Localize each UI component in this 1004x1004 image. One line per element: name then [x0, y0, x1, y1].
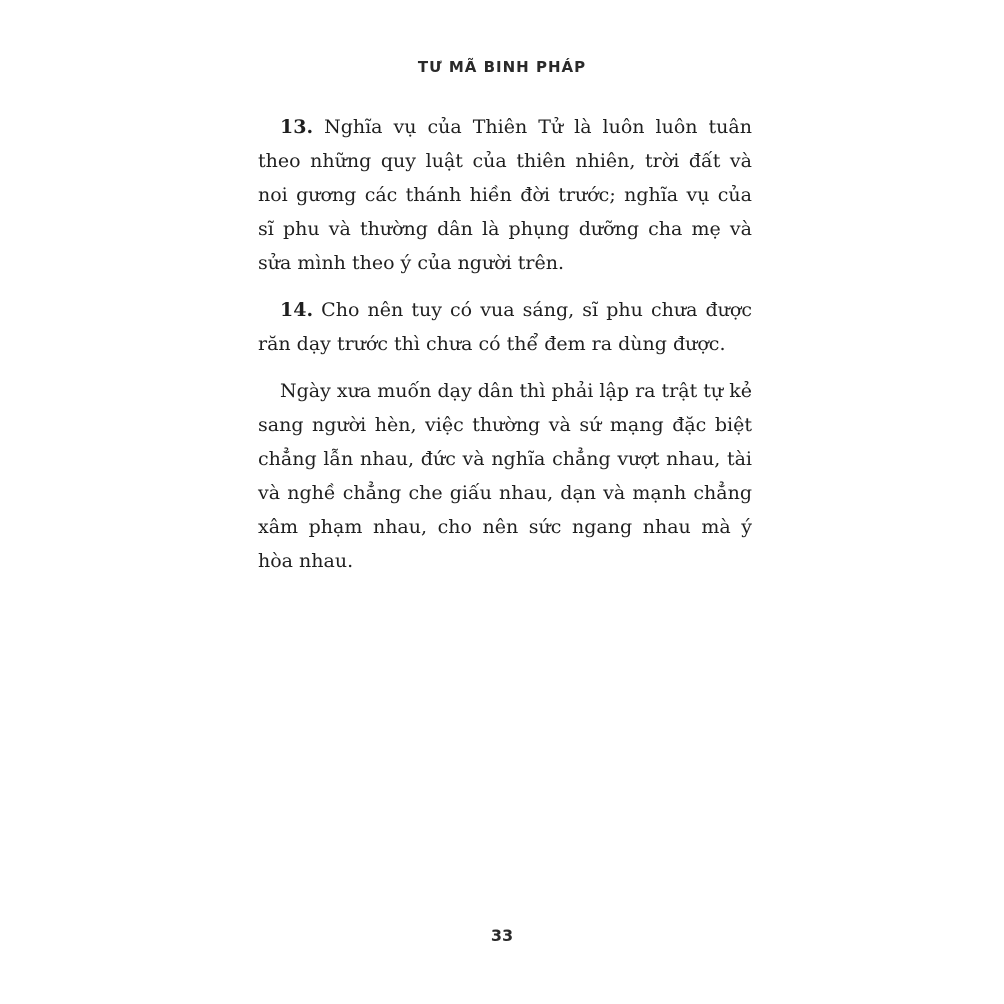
page-body — [258, 110, 752, 591]
paragraph-commentary — [258, 374, 752, 578]
running-header: TƯ MÃ BINH PHÁP — [417, 58, 587, 76]
paragraph-13 — [258, 110, 752, 280]
paragraph-14 — [258, 293, 752, 361]
paragraph-number: 14. — [280, 299, 314, 321]
paragraph-text: Nghĩa vụ của Thiên Tử là luôn luôn tuân theo những quy luật của thiên nhiên, trời đất và noi gương các thánh hiền đời trước; nghĩa vụ của sĩ phu và thường dân là phụng dưỡng cha mẹ và sửa mình theo ý của người trên. — [258, 116, 752, 274]
paragraph-text: Ngày xưa muốn dạy dân thì phải lập ra trật tự kẻ sang người hèn, việc thường và sứ mạng đặc biệt chẳng lẫn nhau, đức và nghĩa chẳng vượt nhau, tài và nghề chẳng che giấu nhau, dạn và mạnh chẳng xâm phạm nhau, cho nên sức ngang nhau mà ý hòa nhau. — [258, 380, 752, 572]
paragraph-number: 13. — [280, 116, 314, 138]
paragraph-text: Cho nên tuy có vua sáng, sĩ phu chưa được răn dạy trước thì chưa có thể đem ra dùng được. — [258, 299, 752, 355]
page-number: 33 — [490, 926, 514, 945]
